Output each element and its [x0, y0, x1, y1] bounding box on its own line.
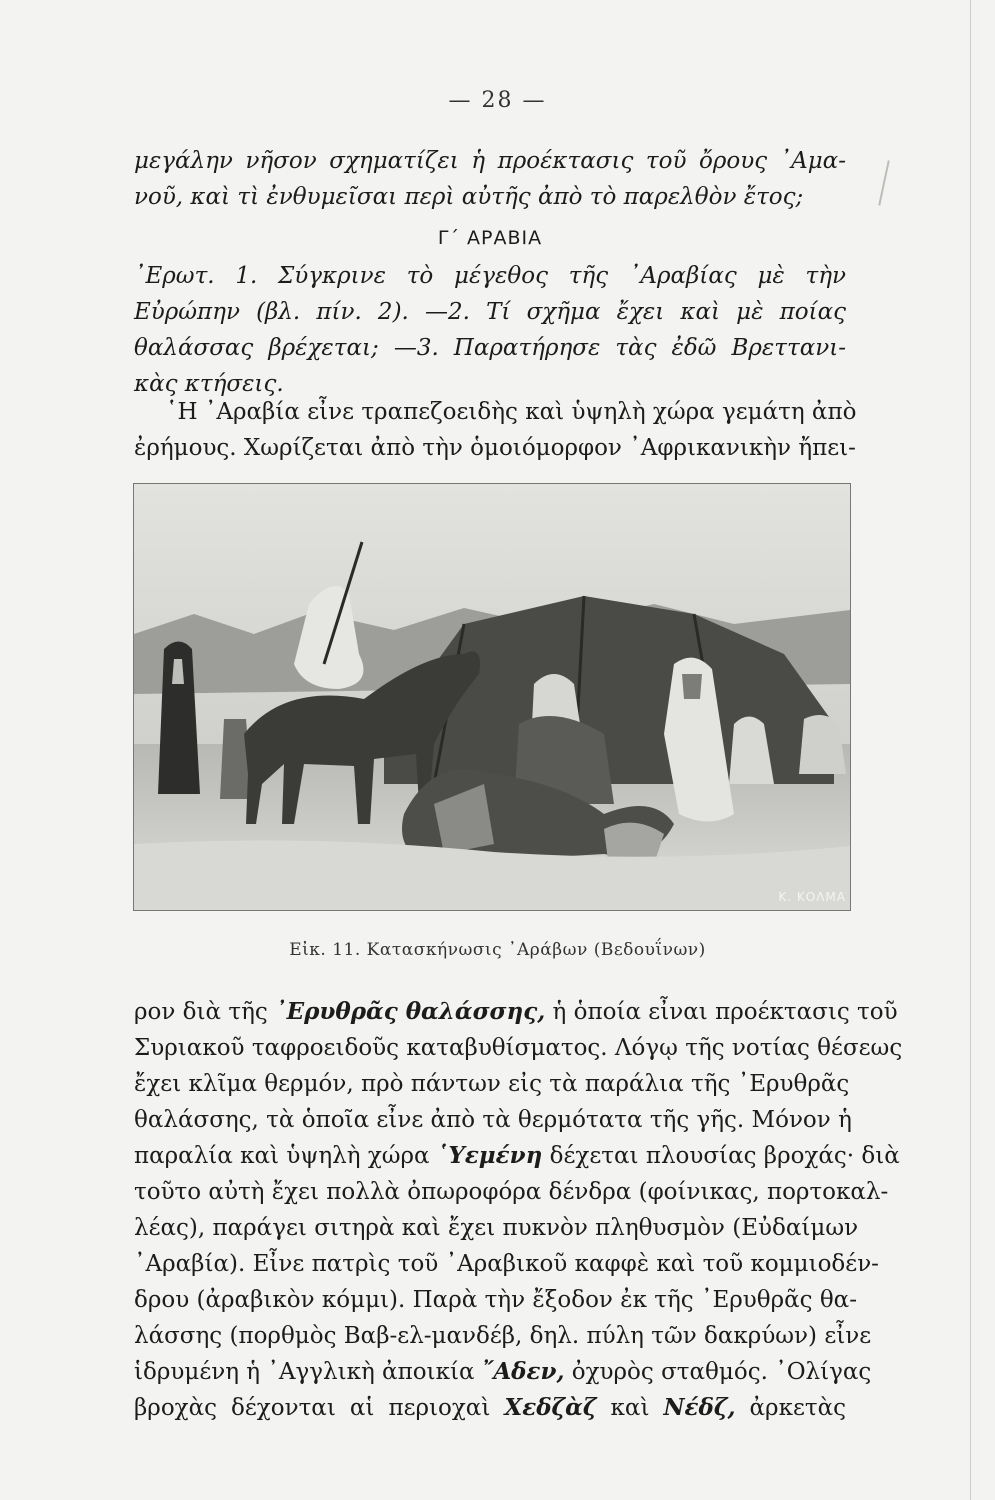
text-line: νοῦ, καὶ τὶ ἐνθυμεῖσαι περὶ αὐτῆς ἀπὸ τὸ παρελθὸν ἔτος;: [134, 184, 804, 210]
text-line: ἐρήμους. Χωρίζεται ἀπὸ τὴν ὁμοιόμορφον ᾿Αφρικανικὴν ἤπει-: [134, 435, 856, 461]
text-line: ῾Η ᾿Αραβία εἶνε τραπεζοειδὴς καὶ ὑψηλὴ χώρα γεμάτη ἀπὸ: [166, 399, 857, 425]
page-edge: [970, 0, 971, 1500]
photo-illustration: [134, 484, 850, 910]
text-line: λέας), παράγει σιτηρὰ καὶ ἔχει πυκνὸν πληθυσμὸν (Εὐδαίμων: [134, 1215, 859, 1241]
place-name: ᾿Ερυθρᾶς θαλάσσης,: [275, 998, 546, 1025]
text-line: δρου (ἀραβικὸν κόμμι). Παρὰ τὴν ἔξοδον ἐκ τῆς ᾿Ερυθρᾶς θα-: [134, 1287, 857, 1313]
text-line: θαλάσσας βρέχεται; —3. Παρατήρησε τὰς ἐδῶ Βρεττανι-: [134, 335, 846, 361]
text-line: παραλία καὶ ὑψηλὴ χώρα ῾Υεμένη δέχεται πλουσίας βροχάς· διὰ: [134, 1142, 900, 1169]
figure-caption: Εἰκ. 11. Κατασκήνωσις ᾿Αράβων (Βεδουΐνων): [289, 940, 706, 960]
bedouin-camp-photo: [133, 483, 851, 911]
question-continuation: [134, 143, 846, 215]
text-line: Εὐρώπην (βλ. πίν. 2). —2. Τί σχῆμα ἔχει καὶ μὲ ποίας: [134, 299, 846, 325]
place-name: Χεδζὰζ: [504, 1394, 597, 1421]
text-line: ἱδρυμένη ἡ ᾿Αγγλικὴ ἀποικία ῎Αδεν, ὀχυρὸς σταθμός. ᾿Ολίγας: [134, 1358, 872, 1385]
text-line: μεγάλην νῆσον σχηματίζει ἡ προέκτασις τοῦ ὄρους ᾿Αμα-: [134, 148, 846, 174]
place-name: Νέδζ,: [663, 1394, 736, 1421]
text-line: βροχὰς δέχονται αἱ περιοχαὶ Χεδζὰζ καὶ Νέδζ, ἀρκετὰς: [134, 1394, 846, 1421]
text-line: ρον διὰ τῆς ᾿Ερυθρᾶς θαλάσσης, ἡ ὁποία εἶναι προέκτασις τοῦ: [134, 998, 898, 1025]
pencil-mark: [878, 160, 890, 205]
page-number: — 28 —: [448, 88, 547, 113]
section-heading: Γ΄ ΑΡΑΒΙΑ: [437, 227, 543, 249]
text-line: τοῦτο αὐτὴ ἔχει πολλὰ ὀπωροφόρα δένδρα (φοίνικας, πορτοκαλ-: [134, 1179, 889, 1205]
text-line: λάσσης (πορθμὸς Βαβ-ελ-μανδέβ, δηλ. πύλη τῶν δακρύων) εἶνε: [134, 1323, 872, 1349]
text-line: ᾿Αραβία). Εἶνε πατρὶς τοῦ ᾿Αραβικοῦ καφφὲ καὶ τοῦ κομμιοδέν-: [134, 1251, 879, 1277]
photo-signature: Κ. ΚΟΛΜΑ: [778, 890, 846, 904]
text-line: θαλάσσης, τὰ ὁποῖα εἶνε ἀπὸ τὰ θερμότατα τῆς γῆς. Μόνον ἡ: [134, 1107, 852, 1133]
exercise-questions: [134, 258, 846, 402]
text-line: ἔχει κλῖμα θερμόν, πρὸ πάντων εἰς τὰ παράλια τῆς ᾿Ερυθρᾶς: [134, 1071, 850, 1097]
intro-paragraph: [134, 394, 857, 466]
text-line: κὰς κτήσεις.: [134, 371, 284, 397]
body-paragraph: [134, 994, 903, 1426]
text-line: ᾿Ερωτ. 1. Σύγκρινε τὸ μέγεθος τῆς ᾿Αραβίας μὲ τὴν: [134, 263, 846, 289]
place-name: ῎Αδεν,: [481, 1358, 565, 1385]
place-name: ῾Υεμένη: [436, 1142, 543, 1169]
text-line: Συριακοῦ ταφροειδοῦς καταβυθίσματος. Λόγῳ τῆς νοτίας θέσεως: [134, 1035, 903, 1061]
